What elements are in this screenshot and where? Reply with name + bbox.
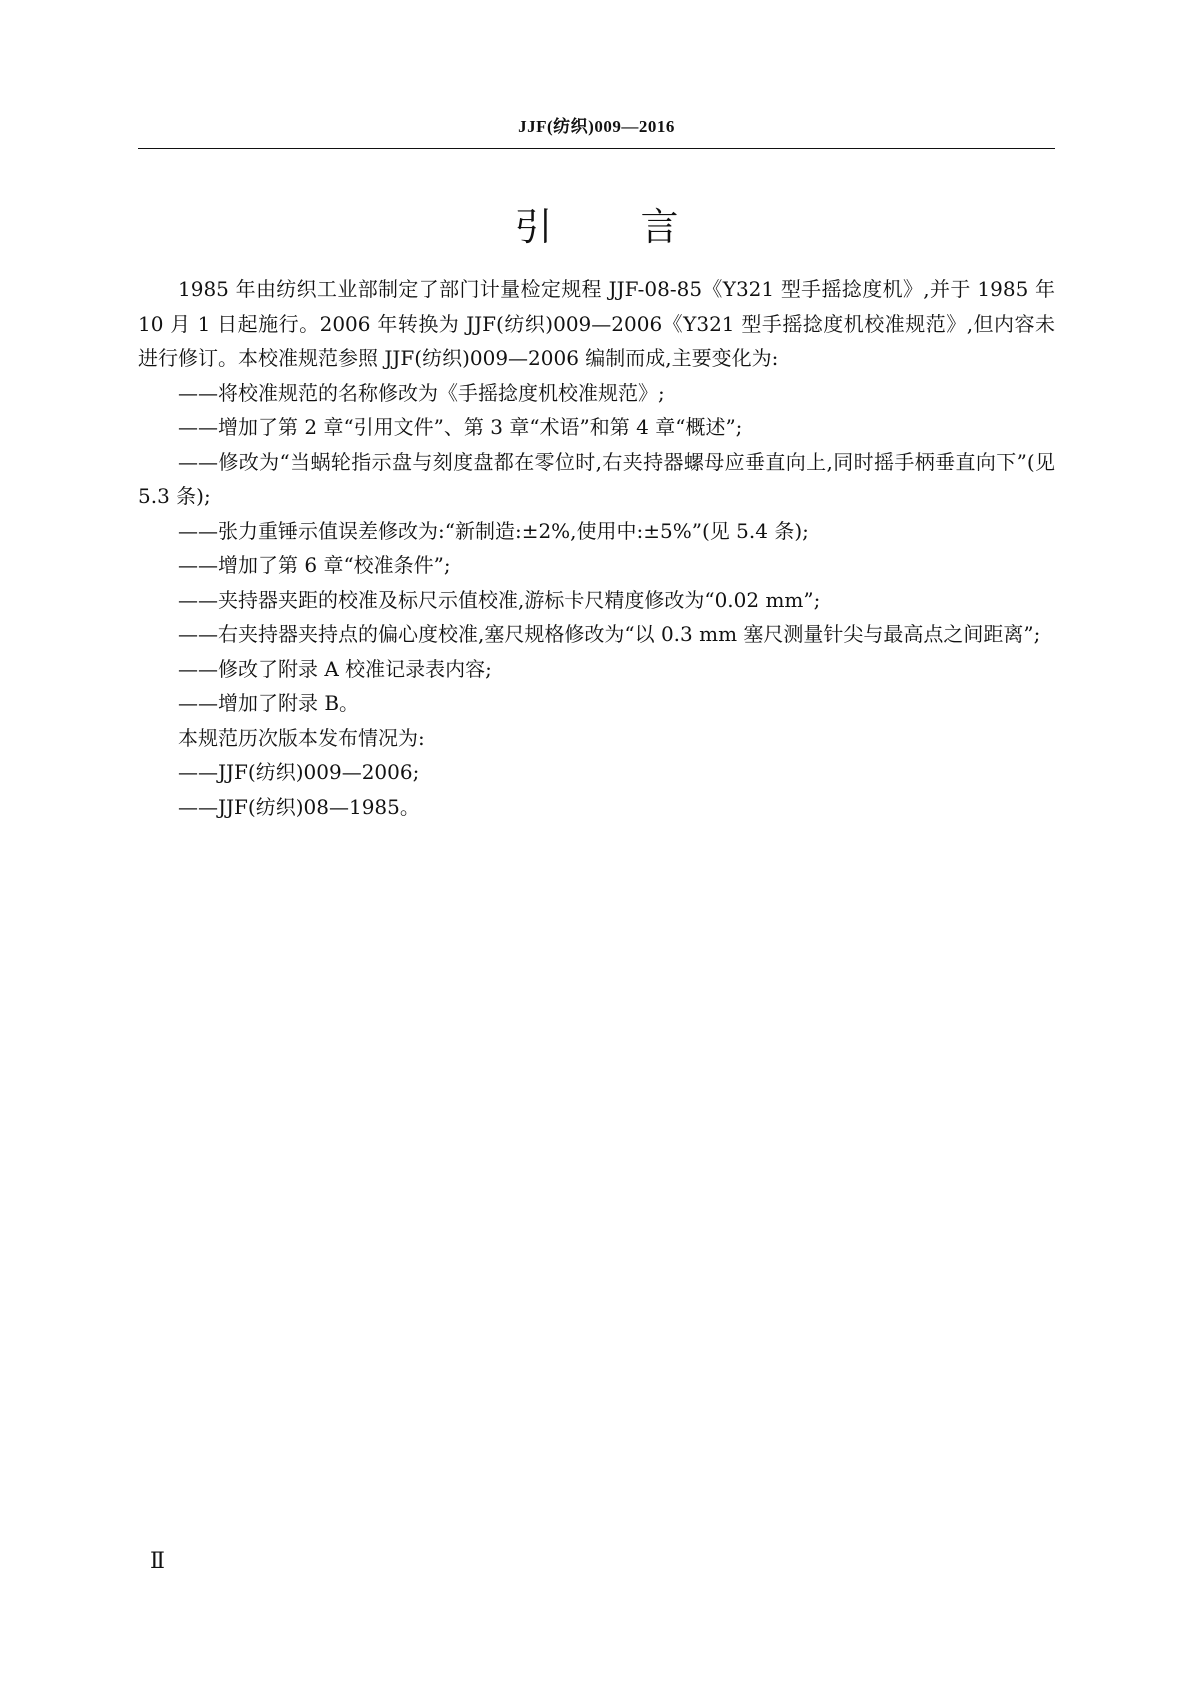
change-item: ——增加了第 2 章“引用文件”、第 3 章“术语”和第 4 章“概述”;	[178, 415, 743, 439]
change-item: ——增加了第 6 章“校准条件”;	[178, 553, 451, 577]
introduction-body	[138, 272, 1055, 824]
change-item: ——修改为“当蜗轮指示盘与刻度盘都在零位时,右夹持器螺母应垂直向上,同时摇手柄垂直向下”(见 5.3 条);	[138, 449, 1055, 508]
change-item: ——张力重锤示值误差修改为:“新制造:±2%,使用中:±5%”(见 5.4 条);	[178, 518, 809, 543]
intro-paragraph: 1985 年由纺织工业部制定了部门计量检定规程 JJF-08-85《Y321 型手摇捻度机》,并于 1985 年 10 月 1 日起施行。2006 年转换为 JJF(纺织)009—2006《Y321 型手摇捻度机校准规范》,但内容未进行修订。本校准规范参照 JJF(纺织)009—2006 编制而成,主要变化为:	[138, 277, 1055, 370]
change-item: ——夹持器夹距的校准及标尺示值校准,游标卡尺精度修改为“0.02 mm”;	[178, 587, 821, 612]
page-header-standard-code: JJF(纺织)009—2016	[518, 117, 675, 136]
version-history-item: ——JJF(纺织)009—2006;	[178, 760, 420, 784]
version-history-item: ——JJF(纺织)08—1985。	[178, 794, 420, 819]
header-divider	[138, 148, 1055, 149]
version-history-heading: 本规范历次版本发布情况为:	[178, 725, 425, 750]
change-item: ——将校准规范的名称修改为《手摇捻度机校准规范》;	[178, 380, 665, 405]
change-item: ——右夹持器夹持点的偏心度校准,塞尺规格修改为“以 0.3 mm 塞尺测量针尖与最高点之间距离”;	[178, 622, 1041, 646]
change-item: ——修改了附录 A 校准记录表内容;	[178, 656, 492, 681]
page-number: Ⅱ	[150, 1548, 165, 1573]
change-item: ——增加了附录 B。	[178, 691, 360, 715]
section-title: 引言	[514, 205, 767, 249]
